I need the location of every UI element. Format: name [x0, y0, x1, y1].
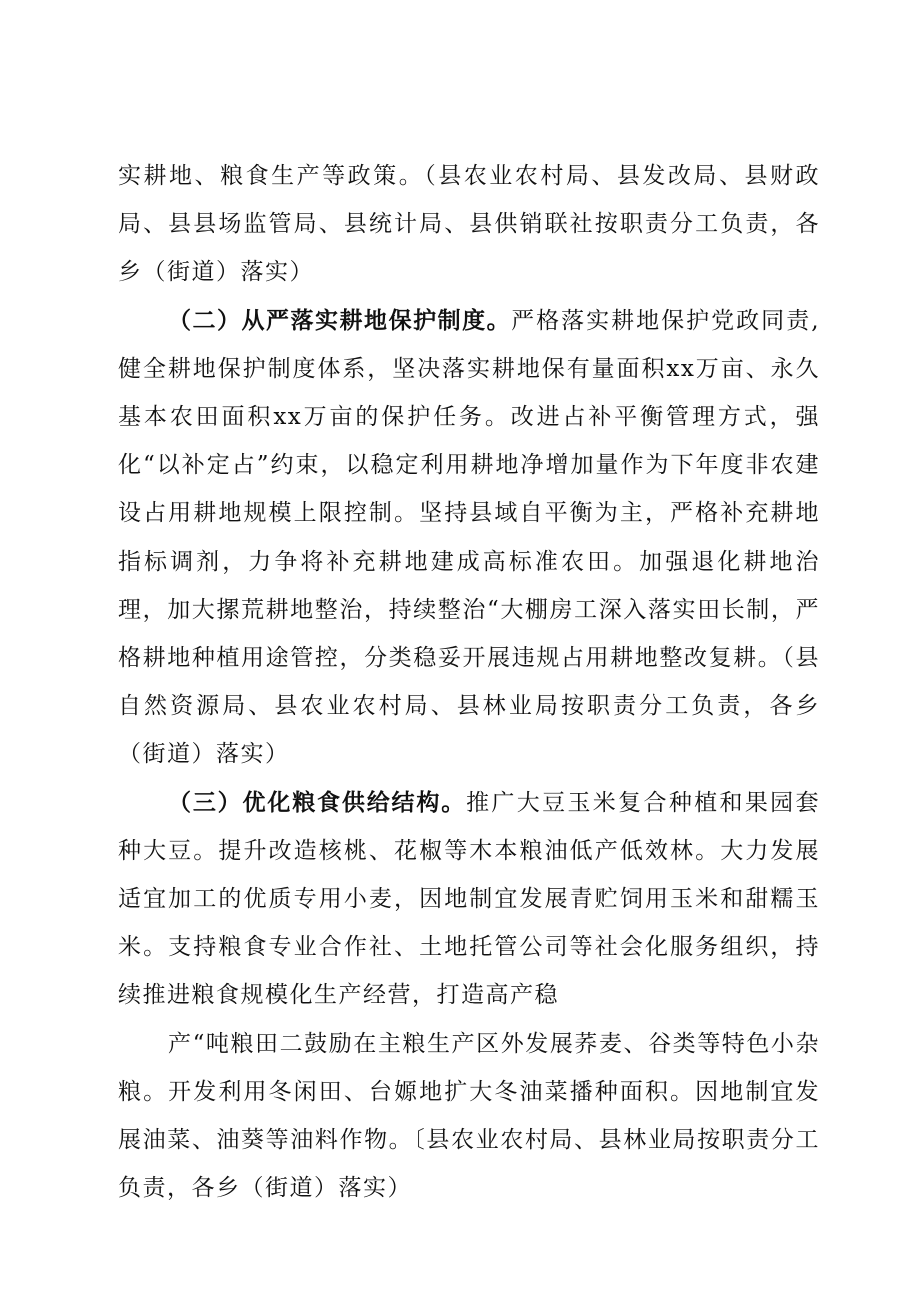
- paragraph-3: [118, 779, 820, 1020]
- section-heading-3: （三）优化粮食供给结构。: [168, 789, 467, 816]
- paragraph-4: [118, 1020, 820, 1213]
- paragraph-4-text: 产“吨粮田二鼓励在主粮生产区外发展荞麦、谷类等特色小杂粮。开发利用冬闲田、台嫄地扩大冬油菜播种面积。因地制宜发展油菜、油葵等油料作物。〔县农业农村局、县林业局按职责分工负责，各乡（街道）落实）: [118, 1030, 820, 1202]
- paragraph-3-text: 推广大豆玉米复合种植和果园套种大豆。提升改造核桃、花椒等木本粮油低产低效林。大力发展适宜加工的优质专用小麦，因地制宜发展青贮饲用玉米和甜糯玉米。支持粮食专业合作社、土地托管公司等社会化服务组织，持续推进粮食规模化生产经营，打造高产稳: [118, 789, 821, 1009]
- paragraph-1: [118, 152, 820, 297]
- paragraph-1-text: 实耕地、粮食生产等政策。（县农业农村局、县发改局、县财政局、县县场监管局、县统计局、县供销联社按职责分工负责，各乡（街道）落实）: [118, 163, 820, 286]
- section-heading-2: （二）从严落实耕地保护制度。: [168, 307, 512, 334]
- document-page: [118, 152, 820, 1212]
- paragraph-2: [118, 297, 820, 779]
- paragraph-2-text: 严格落实耕地保护党政同责,健全耕地保护制度体系，坚决落实耕地保有量面积xx万亩、永久基本农田面积xx万亩的保护任务。改进占补平衡管理方式，强化“以补定占”约束，以稳定利用耕地净增加量作为下年度非农建设占用耕地规模上限控制。坚持县域自平衡为主，严格补充耕地指标调剂，力争将补充耕地建成高标准农田。加强退化耕地治理，加大摞荒耕地整治，持续整治“大棚房工深入落实田长制，严格耕地种植用途管控，分类稳妥开展违规占用耕地整改复耕。（县自然资源局、县农业农村局、县林业局按职责分工负责，各乡（街道）落实）: [118, 307, 821, 768]
